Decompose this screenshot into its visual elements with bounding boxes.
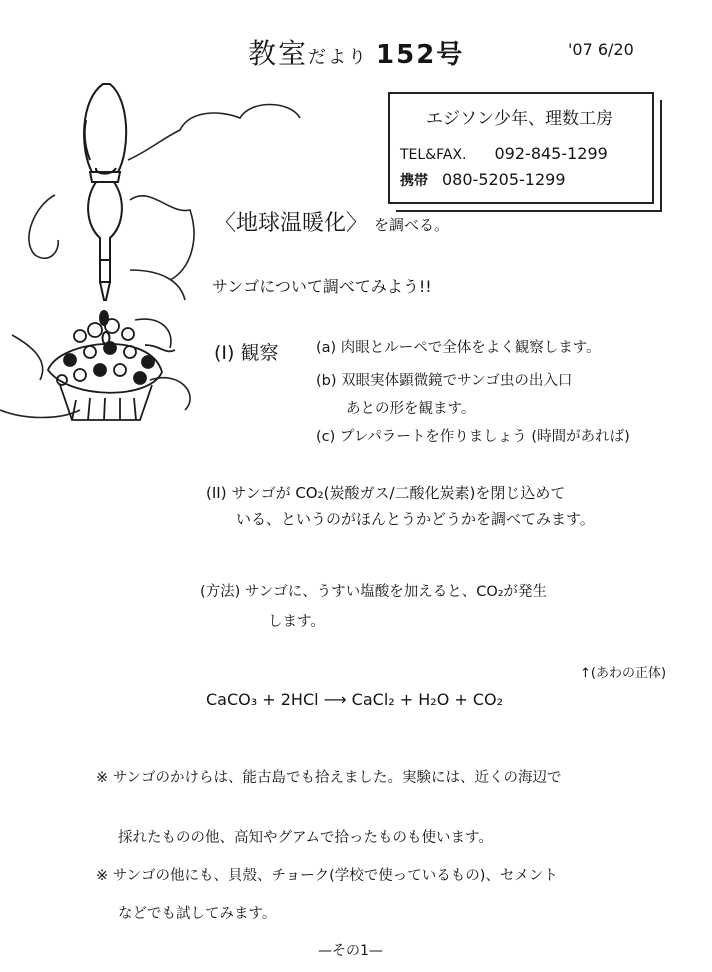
title-small: だより	[308, 47, 369, 68]
mobile-line	[400, 170, 566, 190]
equation-note: ↑(あわの正体)	[580, 666, 667, 681]
heading-tail: を調べる。	[374, 216, 450, 234]
section2-line1: (II) サンゴが CO₂(炭酸ガス/二酸化炭素)を閉じ込めて	[206, 484, 566, 502]
note1-line2: 採れたものの他、高知やグアムで拾ったものも使います。	[118, 830, 493, 846]
main-heading	[214, 206, 449, 237]
coral-icon	[48, 319, 175, 420]
mobile-label: 携帯	[400, 173, 428, 189]
chemical-equation: CaCO₃ + 2HCl ⟶ CaCl₂ + H₂O + CO₂	[206, 690, 504, 709]
tel-number: 092-845-1299	[494, 144, 608, 163]
section2-line2: いる、というのがほんとうかどうかを調べてみます。	[236, 510, 595, 528]
school-name: エジソン少年、理数工房	[426, 109, 613, 129]
section1-item-c: (c) プレパラートを作りましょう (時間があれば)	[316, 429, 630, 445]
note2-line2: などでも試してみます。	[118, 906, 277, 922]
section1-title: (I) 観察	[214, 342, 279, 364]
subheading: サンゴについて調べてみよう!!	[212, 277, 432, 296]
tel-label: TEL&FAX.	[400, 147, 467, 163]
method-line1: (方法) サンゴに、うすい塩酸を加えると、CO₂が発生	[200, 584, 548, 600]
cloud-doodle-icon	[0, 105, 300, 418]
issue-date: '07 6/20	[568, 40, 634, 59]
section1-item-a: (a) 肉眼とルーペで全体をよく観察します。	[316, 340, 601, 356]
dropper-icon	[84, 84, 126, 344]
section1-item-b: (b) 双眼実体顕微鏡でサンゴ虫の出入口	[316, 373, 573, 389]
note1-line1: ※ サンゴのかけらは、能古島でも拾えました。実験には、近くの海辺で	[96, 770, 562, 786]
newsletter-title	[248, 32, 464, 72]
heading-topic: 〈地球温暖化〉	[214, 211, 369, 236]
title-main: 教室	[248, 37, 309, 70]
page-number: —その1—	[318, 943, 383, 959]
note2-line1: ※ サンゴの他にも、貝殻、チョーク(学校で使っているもの)、セメント	[96, 868, 558, 884]
mobile-number: 080-5205-1299	[442, 170, 566, 189]
contact-box	[388, 92, 654, 204]
section1-item-b-cont: あとの形を観ます。	[346, 401, 476, 417]
method-line2: します。	[268, 614, 325, 630]
issue-number: 152号	[376, 40, 465, 70]
tel-fax-line	[400, 144, 608, 163]
